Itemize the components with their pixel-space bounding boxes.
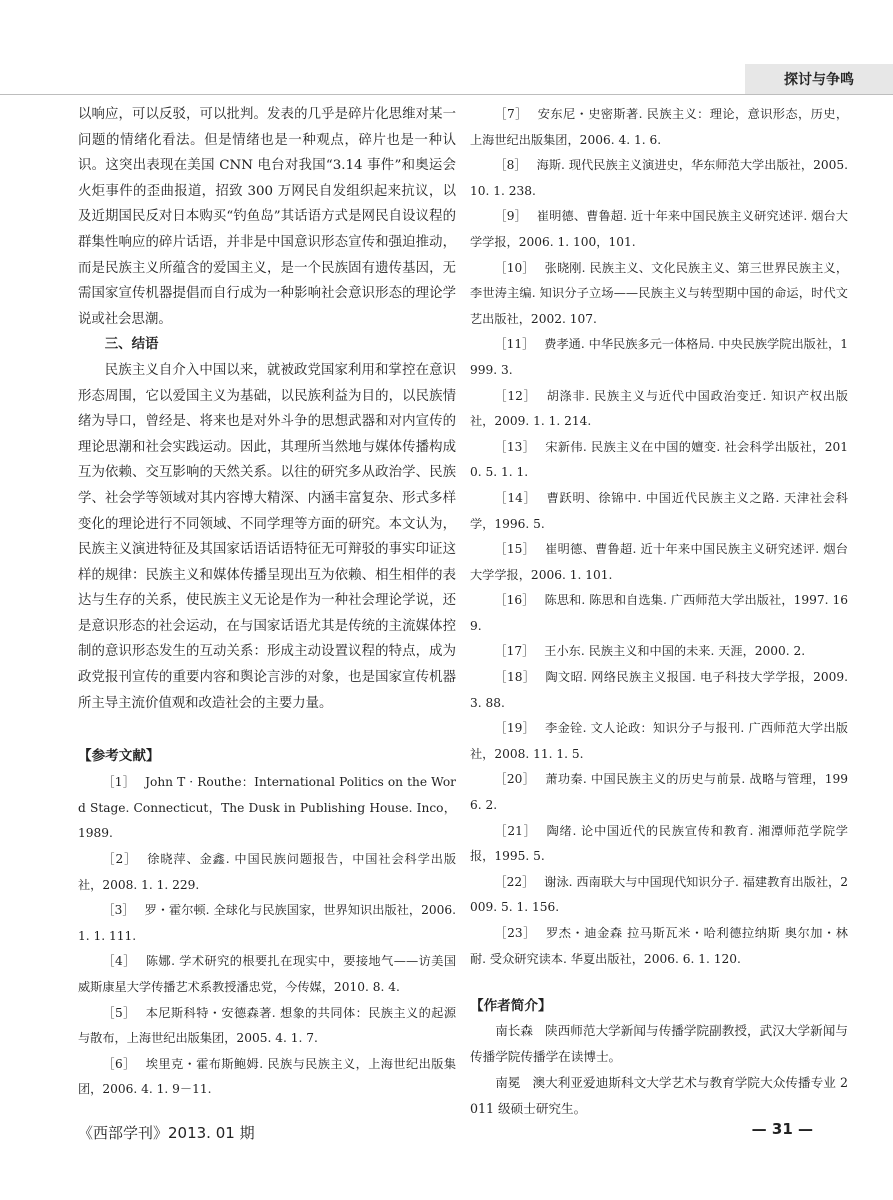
reference-number: ［23］ <box>494 926 537 940</box>
reference-item <box>470 256 848 333</box>
author-description: 澳大利亚爱迪斯科文大学艺术与教育学院大众传播专业 2011 级硕士研究生。 <box>470 1075 848 1117</box>
reference-number: ［2］ <box>102 852 138 867</box>
reference-number: ［4］ <box>102 954 136 969</box>
references-list-left <box>78 770 456 1103</box>
reference-number: ［22］ <box>494 874 535 889</box>
section-subheading: 三、结语 <box>104 337 159 353</box>
page-number: — 31 — <box>751 1120 813 1138</box>
reference-item <box>78 898 456 949</box>
reference-text: 崔明德、曹鲁超. 近十年来中国民族主义研究述评. 烟台大学学报，2006. 1. 101. <box>470 542 848 582</box>
reference-number: ［7］ <box>494 107 528 121</box>
conclusion-paragraph: 民族主义自介入中国以来，就被政党国家利用和掌控在意识形态周围，它以爱国主义为基础，以民族利益为目的，以民族情绪为导口，曾经是、将来也是对外斗争的思想武器和对内宣传的理论思潮和社会实践运动。因此，其理所当然地与媒体传播构成互为依赖、交互影响的天然关系。以往的研究多从政治学、民族学、社会学等领域对其内容博大精深、内涵丰富复杂、形式多样变化的理论进行不同领域、不同学理等方面的研究。本文认为，民族主义演进特征及其国家话语话语特征无可辩驳的事实印证这样的规律：民族主义和媒体传播呈现出互为依赖、相生相伴的表达与生存的关系，使民族主义无论是作为一种社会理论学说，还是意识形态的社会运动，在与国家话语尤其是传统的主流媒体控制的意识形态发生的互动关系：形成主动设置议程的特点，成为政党报刊宣传的重要内容和舆论言涉的对象，也是国家宣传机器所主导主流价值观和改造社会的主要力量。 <box>78 362 456 711</box>
reference-number: ［12］ <box>494 388 537 403</box>
reference-text: John T · Routhe：International Politics on the Word Stage. Connecticut，The Dusk in Publishing House. Inco，1989. <box>78 775 456 841</box>
author-bio <box>470 1018 848 1070</box>
reference-item <box>470 435 848 486</box>
reference-number: ［3］ <box>102 903 135 918</box>
reference-item <box>470 767 848 818</box>
author-heading: 【作者简介】 <box>470 998 552 1015</box>
reference-number: ［16］ <box>494 593 535 608</box>
reference-item <box>78 949 456 1000</box>
reference-item <box>470 819 848 870</box>
reference-item <box>470 921 848 972</box>
reference-text: 海斯. 现代民族主义演进史，华东师范大学出版社，2005. 10. 1. 238. <box>470 158 848 198</box>
reference-number: ［11］ <box>494 337 535 352</box>
reference-text: 陈思和. 陈思和自选集. 广西师范大学出版社，1997. 169. <box>470 593 848 633</box>
author-name: 南长森 <box>495 1023 534 1039</box>
reference-item <box>470 204 848 255</box>
reference-item <box>470 153 848 204</box>
reference-text: 谢泳. 西南联大与中国现代知识分子. 福建教育出版社，2009. 5. 1. 156. <box>470 874 848 915</box>
reference-text: 罗杰・迪金森 拉马斯瓦米・哈利德拉纳斯 奥尔加・林耐. 受众研究读本. 华夏出版社，2006. 6. 1. 120. <box>470 926 848 966</box>
reference-number: ［9］ <box>494 209 527 224</box>
reference-text: 张晓刚. 民族主义、文化民族主义、第三世界民族主义，李世涛主编. 知识分子立场——民族主义与转型期中国的命运，时代文艺出版社，2002. 107. <box>470 260 849 326</box>
reference-number: ［5］ <box>102 1005 136 1020</box>
reference-text: 徐晓萍、金鑫. 中国民族问题报告，中国社会科学出版社，2008. 1. 1. 229. <box>78 852 457 892</box>
reference-number: ［10］ <box>494 260 535 275</box>
author-name: 南冕 <box>495 1075 521 1091</box>
reference-item <box>78 847 456 898</box>
references-heading: 【参考文献】 <box>78 748 160 765</box>
reference-item <box>470 870 848 921</box>
reference-text: 宋新伟. 民族主义在中国的嬗变. 社会科学出版社，2010. 5. 1. 1. <box>470 439 848 480</box>
reference-text: 陈娜. 学术研究的根要扎在现实中，要接地气——访美国威斯康星大学传播艺术系教授潘忠党，今传媒，2010. 8. 4. <box>78 954 457 994</box>
reference-text: 罗・霍尔顿. 全球化与民族国家，世界知识出版社，2006. 1. 1. 111. <box>78 903 456 943</box>
body-paragraph: 以响应，可以反驳，可以批判。发表的几乎是碎片化思维对某一问题的情绪化看法。但是情绪也是一种观点，碎片也是一种认识。这突出表现在美国 CNN 电台对我国“3.14 事件”和奥运会火炬事件的歪曲报道，招致 300 万网民自发组织起来抗议，以及近期国民反对日本购买“钓鱼岛”其话语方式是网民自设议程的群集性响应的碎片话语，并非是中国意识形态宣传和强迫推动，而是民族主义所蕴含的爱国主义，是一个民族固有遗传基因，无需国家宣传机器提倡而自行成为一种影响社会意识形态的理论学说或社会思潮。 <box>78 107 456 327</box>
reference-number: ［6］ <box>102 1056 136 1071</box>
reference-item <box>470 486 848 537</box>
reference-text: 本尼斯科特・安德森著. 想象的共同体：民族主义的起源与散布，上海世纪出版集团，2005. 4. 1. 7. <box>78 1005 457 1046</box>
reference-number: ［13］ <box>494 439 536 454</box>
journal-footer: 《西部学刊》2013. 01 期 <box>78 1124 255 1142</box>
reference-text: 曹跃明、徐锦中. 中国近代民族主义之路. 天津社会科学，1996. 5. <box>470 490 848 531</box>
reference-item <box>470 102 848 153</box>
reference-item <box>470 588 848 639</box>
reference-number: ［19］ <box>494 721 536 736</box>
reference-item <box>470 537 848 588</box>
header-divider <box>0 94 893 95</box>
author-bio <box>470 1070 848 1122</box>
reference-text: 埃里克・霍布斯鲍姆. 民族与民族主义，上海世纪出版集团，2006. 4. 1. 9－11. <box>78 1056 457 1097</box>
reference-number: ［1］ <box>102 775 136 790</box>
reference-text: 陶文昭. 网络民族主义报国. 电子科技大学学报，2009. 3. 88. <box>470 670 849 710</box>
references-list-right <box>470 102 848 972</box>
reference-number: ［15］ <box>494 542 536 557</box>
reference-text: 崔明德、曹鲁超. 近十年来中国民族主义研究述评. 烟台大学学报，2006. 1. 100，101. <box>470 209 848 249</box>
reference-item <box>78 1001 456 1052</box>
reference-item <box>78 1052 456 1103</box>
reference-number: ［17］ <box>494 644 535 659</box>
reference-text: 胡涤非. 民族主义与近代中国政治变迁. 知识产权出版社，2009. 1. 1. 214. <box>470 388 848 429</box>
reference-text: 王小东. 民族主义和中国的未来. 天涯，2000. 2. <box>544 644 806 659</box>
reference-number: ［20］ <box>494 772 536 787</box>
reference-number: ［14］ <box>494 490 537 505</box>
right-column <box>470 102 848 1122</box>
reference-item <box>470 639 848 665</box>
reference-text: 李金铨. 文人论政：知识分子与报刊. 广西师范大学出版社，2008. 11. 1. 5. <box>470 721 848 761</box>
reference-text: 萧功秦. 中国民族主义的历史与前景. 战略与管理，1996. 2. <box>470 772 848 813</box>
reference-text: 陶绪. 论中国近代的民族宣传和教育. 湘潭师范学院学报，1995. 5. <box>470 823 848 864</box>
left-column <box>78 102 456 1103</box>
reference-number: ［18］ <box>494 670 536 685</box>
reference-text: 费孝通. 中华民族多元一体格局. 中央民族学院出版社，1999. 3. <box>470 337 848 377</box>
reference-text: 安东尼・史密斯著. 民族主义：理论，意识形态，历史，上海世纪出版集团，2006. 4. 1. 6. <box>470 107 849 147</box>
reference-item <box>470 384 848 435</box>
reference-item <box>470 716 848 767</box>
reference-item <box>78 770 456 847</box>
author-description: 陕西师范大学新闻与传播学院副教授，武汉大学新闻与传播学院传播学在读博士。 <box>470 1023 849 1065</box>
reference-number: ［8］ <box>494 158 527 173</box>
section-header: 探讨与争鸣 <box>745 64 893 94</box>
reference-item <box>470 665 848 716</box>
reference-item <box>470 332 848 383</box>
reference-number: ［21］ <box>494 823 537 838</box>
